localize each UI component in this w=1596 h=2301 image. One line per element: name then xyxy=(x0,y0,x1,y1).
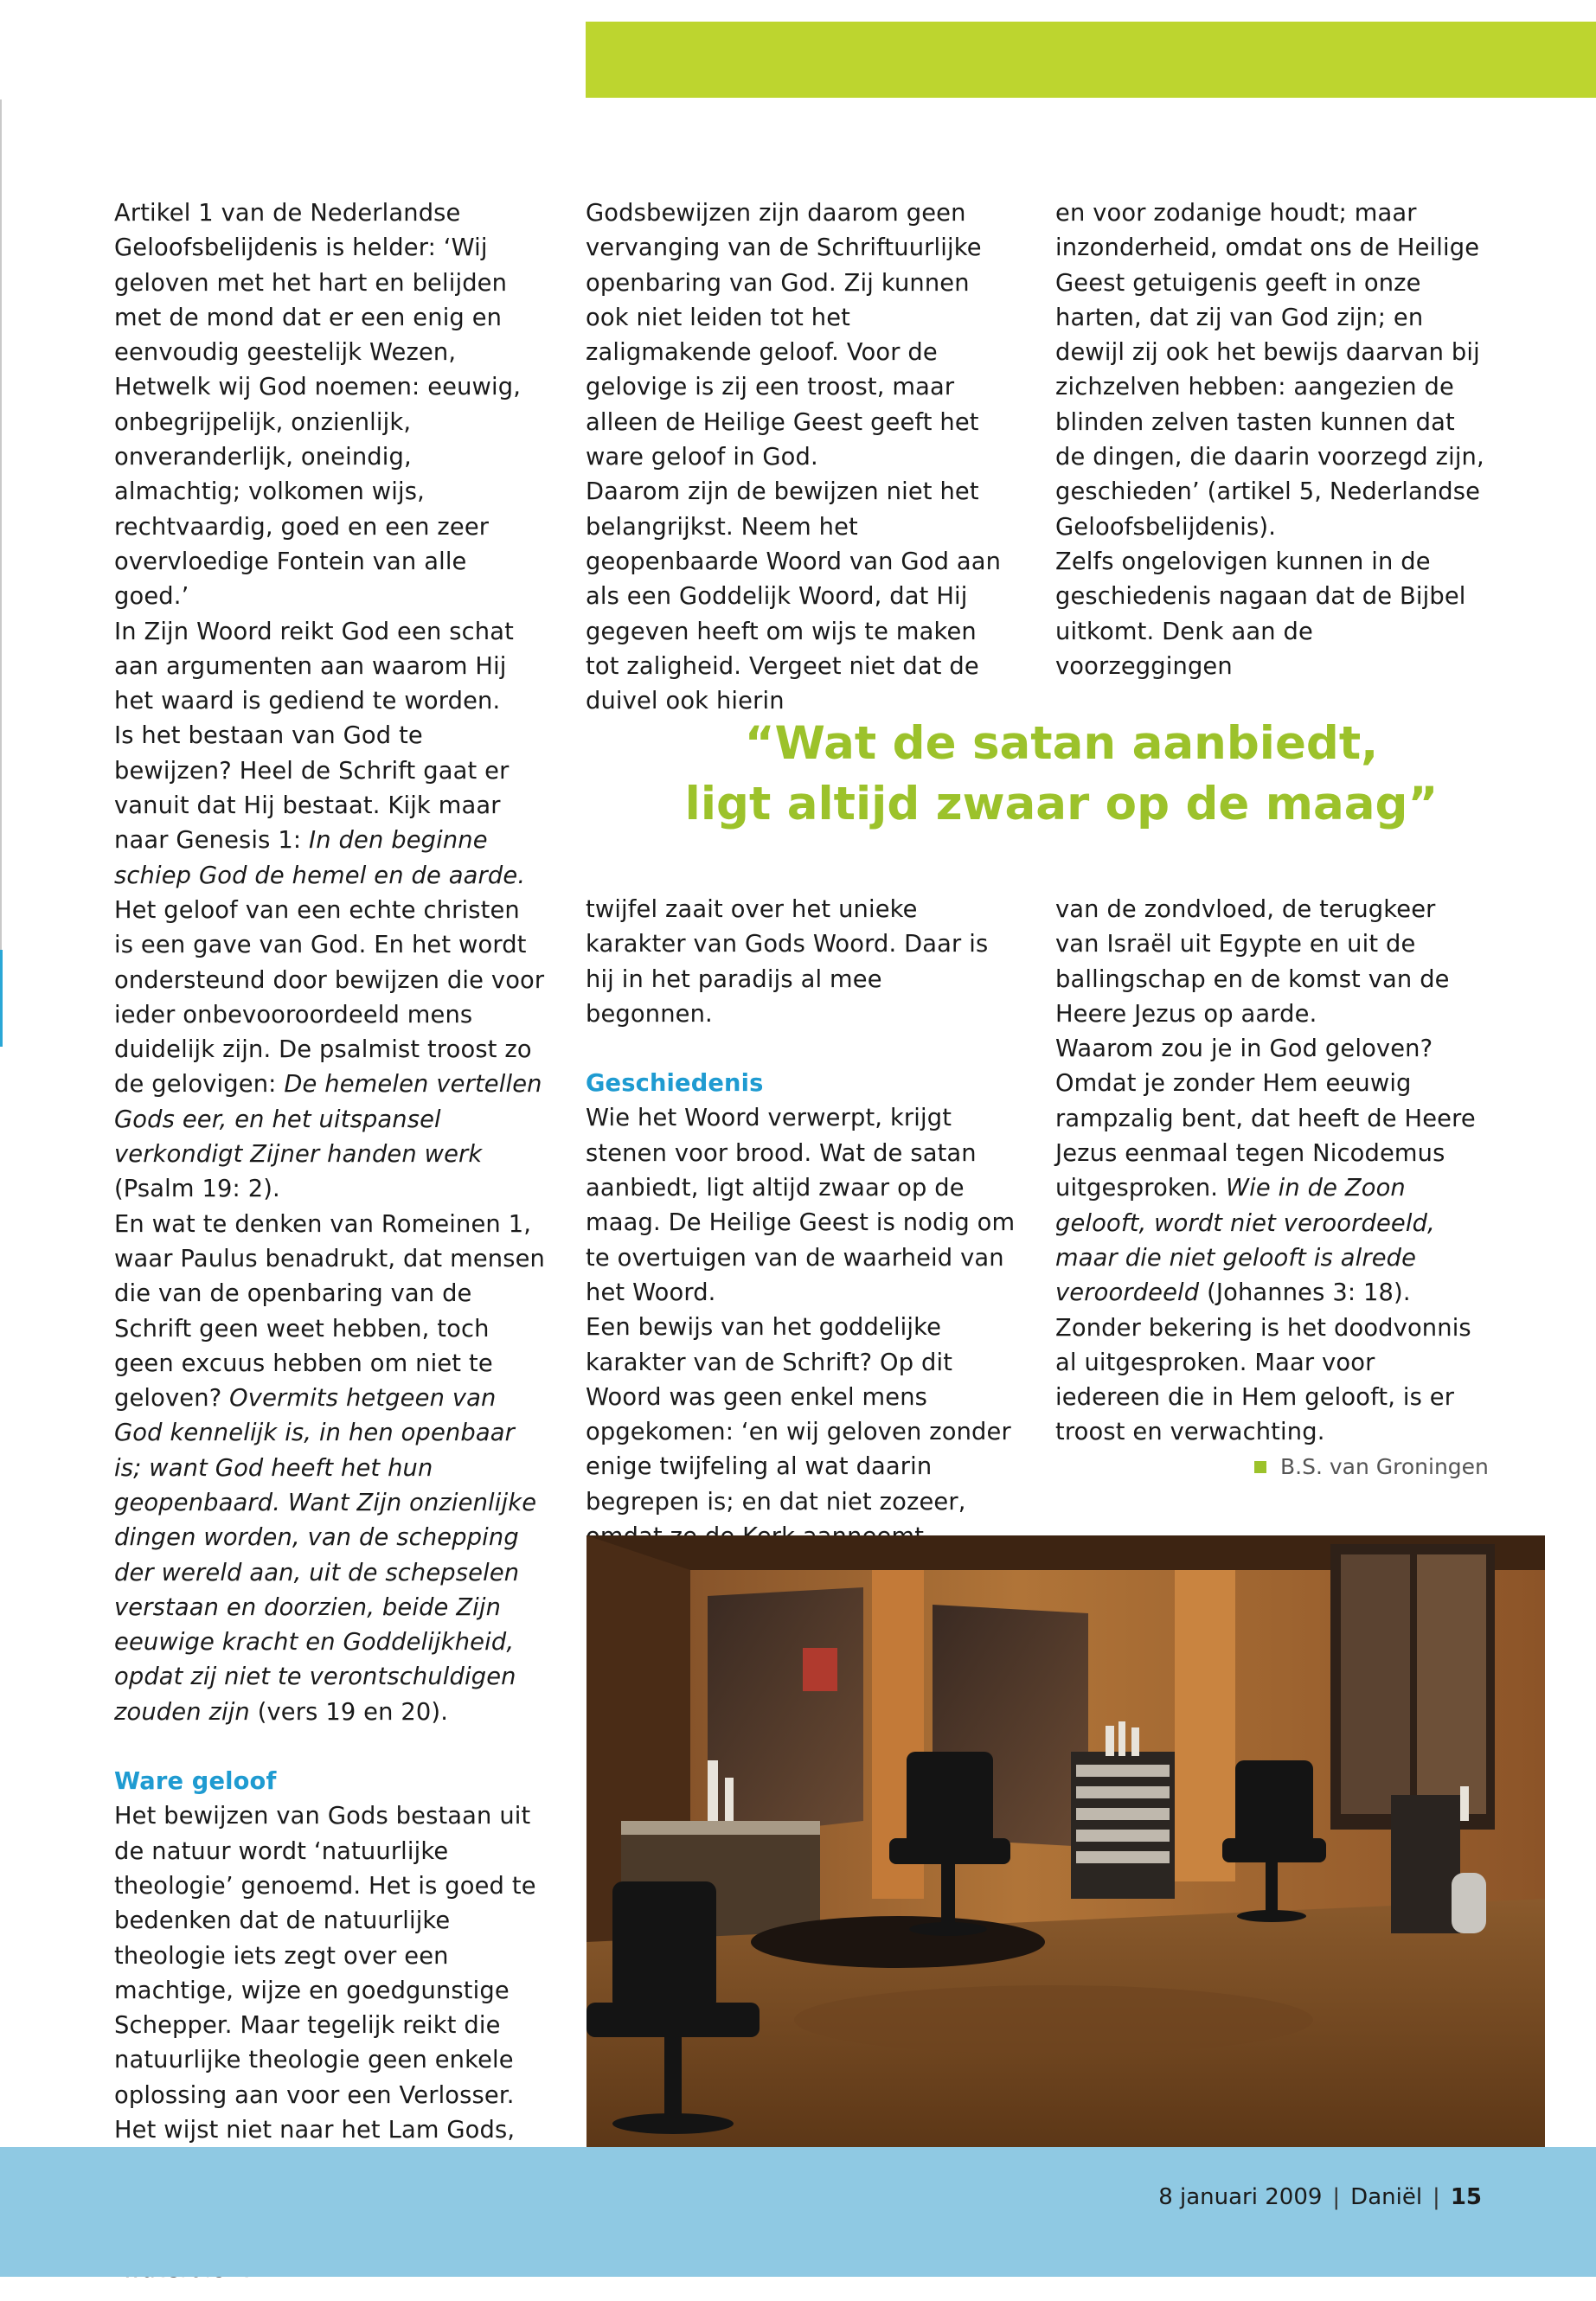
left-page-edge xyxy=(0,99,2,1047)
paragraph: Daarom zijn de bewijzen niet het belangrijkst. Neem het geopenbaarde Woord van God aan als een Goddelijk Woord, dat Hij gegeven heeft om wijs te maken tot zaligheid. Vergeet niet dat de duivel ook hierin xyxy=(586,478,1002,715)
paragraph: Artikel 1 van de Nederlandse Geloofsbelijdenis is helder: ‘Wij geloven met het hart en belijden met de mond dat er een enig en eenvoudig geestelijk Wezen, Hetwelk wij God noemen: eeuwig, onbegrijpelijk, onzienlijk, onveranderlijk, oneindig, almachtig; volkomen wijs, rechtvaardig, goed en een zeer overvloedige Fontein van alle goed.’ xyxy=(114,200,522,611)
page-footer: 8 januari 2009 | Daniël | 15 xyxy=(1158,2184,1482,2210)
salon-illustration xyxy=(586,1535,1545,2147)
author-name: B.S. van Groningen xyxy=(1280,1454,1489,1479)
bullet-square-icon xyxy=(1254,1461,1266,1473)
pull-quote xyxy=(586,714,1536,835)
paragraph: Een bewijs van het goddelijke karakter van de Schrift? Op dit Woord was geen enkel mens opgekomen: ‘en wij geloven zonder enige twijfeling al wat daarin begrepen is; en dat niet zozeer, xyxy=(586,1314,1011,1516)
paragraph: Waarom zou je in God geloven? Omdat je zonder Hem eeuwig rampzalig bent, dat heeft de Heere Jezus eenmaal tegen Nicodemus uitgesproken. Wie in de Zoon gelooft, wordt niet veroordeeld, maar die niet gelooft is alrede veroordeeld (Johannes 3: 18). Zonder bekering is het doodvonnis al uitgesproken. Maar voor iedereen die in Hem gelooft, is er troost en verwachting. xyxy=(1055,1035,1476,1446)
middle-column-top xyxy=(586,196,1016,719)
page-number: 15 xyxy=(1450,2184,1482,2210)
left-column xyxy=(114,196,545,2288)
paragraph: Godsbewijzen zijn daarom geen vervanging van de Schriftuurlijke openbaring van God. Zij kunnen ook niet leiden tot het zaligmakende geloof. Voor de gelovige is zij een troost, maar alleen de Heilige Geest geeft het ware geloof in God. xyxy=(586,200,982,471)
right-column-bottom xyxy=(1055,893,1486,1451)
paragraph: van de zondvloed, de terugkeer van Israël uit Egypte en uit de ballingschap en de komst van de Heere Jezus op aarde. xyxy=(1055,896,1450,1028)
section-heading-ware-geloof: Ware geloof xyxy=(114,1768,277,1796)
paragraph: Is het bestaan van God te bewijzen? Heel de Schrift gaat er vanuit dat Hij bestaat. Kijk maar naar Genesis 1: In den beginne schiep God de hemel en de aarde. Het geloof van een echte christen is een gave van God. En het wordt ondersteund door bewijzen die voor ieder onbevooroordeeld mens duidelijk zijn. De psalmist troost zo de gelovigen: De hemelen vertellen Gods eer, en het uitspansel verkondigt Zijner handen werk (Psalm 19: 2). xyxy=(114,722,545,1203)
hair-salon-photo xyxy=(586,1535,1545,2147)
paragraph: twijfel zaait over het unieke karakter van Gods Woord. Daar is hij in het paradijs al mee begonnen. xyxy=(586,896,989,1028)
middle-column-bottom xyxy=(586,893,1016,1554)
paragraph: Wie het Woord verwerpt, krijgt stenen voor brood. Wat de satan aanbiedt, ligt altijd zwaar op de maag. De Heilige Geest is nodig om te overtuigen van de waarheid van het Woord. xyxy=(586,1105,1016,1306)
footer-bar xyxy=(0,2147,1596,2277)
right-column-top xyxy=(1055,196,1486,684)
issue-date: 8 januari 2009 xyxy=(1158,2184,1323,2210)
paragraph: Het bewijzen van Gods bestaan uit de natuur wordt ‘natuurlijke theologie’ genoemd. Het is goed te bedenken dat de natuurlijke theologie iets zegt over een machtige, wijze en goedgunstige Schepper. Maar tegelijk reikt die natuurlijke theologie geen enkele oplossing aan voor een Verlosser. Het wijst niet naar het Lam Gods, xyxy=(114,1803,536,2144)
section-heading-geschiedenis: Geschiedenis xyxy=(586,1070,764,1098)
left-edge-marker xyxy=(0,950,3,1047)
magazine-name: Daniël xyxy=(1350,2184,1423,2210)
paragraph: Zelfs ongelovigen kunnen in de geschiedenis nagaan dat de Bijbel uitkomt. Denk aan de voorzeggingen xyxy=(1055,548,1466,680)
paragraph: In Zijn Woord reikt God een schat aan argumenten aan waarom Hij het waard is gediend te worden. xyxy=(114,618,514,715)
paragraph: en voor zodanige houdt; maar inzonderheid, omdat ons de Heilige Geest getuigenis geeft in onze harten, dat zij van God zijn; en dewijl zij ook het bewijs daarvan bij zichzelven hebben: aangezien de blinden zelven tasten kunnen dat de dingen, die daarin voorzegd zijn, geschieden’ (artikel 5, Nederlandse Geloofsbelijdenis). xyxy=(1055,200,1484,541)
author-credit xyxy=(1254,1454,1489,1479)
paragraph: En wat te denken van Romeinen 1, waar Paulus benadrukt, dat mensen die van de openbaring van de Schrift geen weet hebben, toch geen excuus hebben om niet te geloven? Overmits hetgeen van God kennelijk is, in hen openbaar is; want God heeft het hun geopenbaard. Want Zijn onzienlijke dingen worden, van de schepping der wereld aan, uit de schepselen verstaan en doorzien, beide Zijn eeuwige kracht en Goddelijkheid, opdat zij niet te verontschuldigen zouden zijn (vers 19 en 20). xyxy=(114,1210,545,1726)
top-accent-bar xyxy=(586,22,1596,98)
pull-quote-line: ligt altijd zwaar op de maag” xyxy=(684,778,1439,830)
pull-quote-line: “Wat de satan aanbiedt, xyxy=(744,717,1379,770)
